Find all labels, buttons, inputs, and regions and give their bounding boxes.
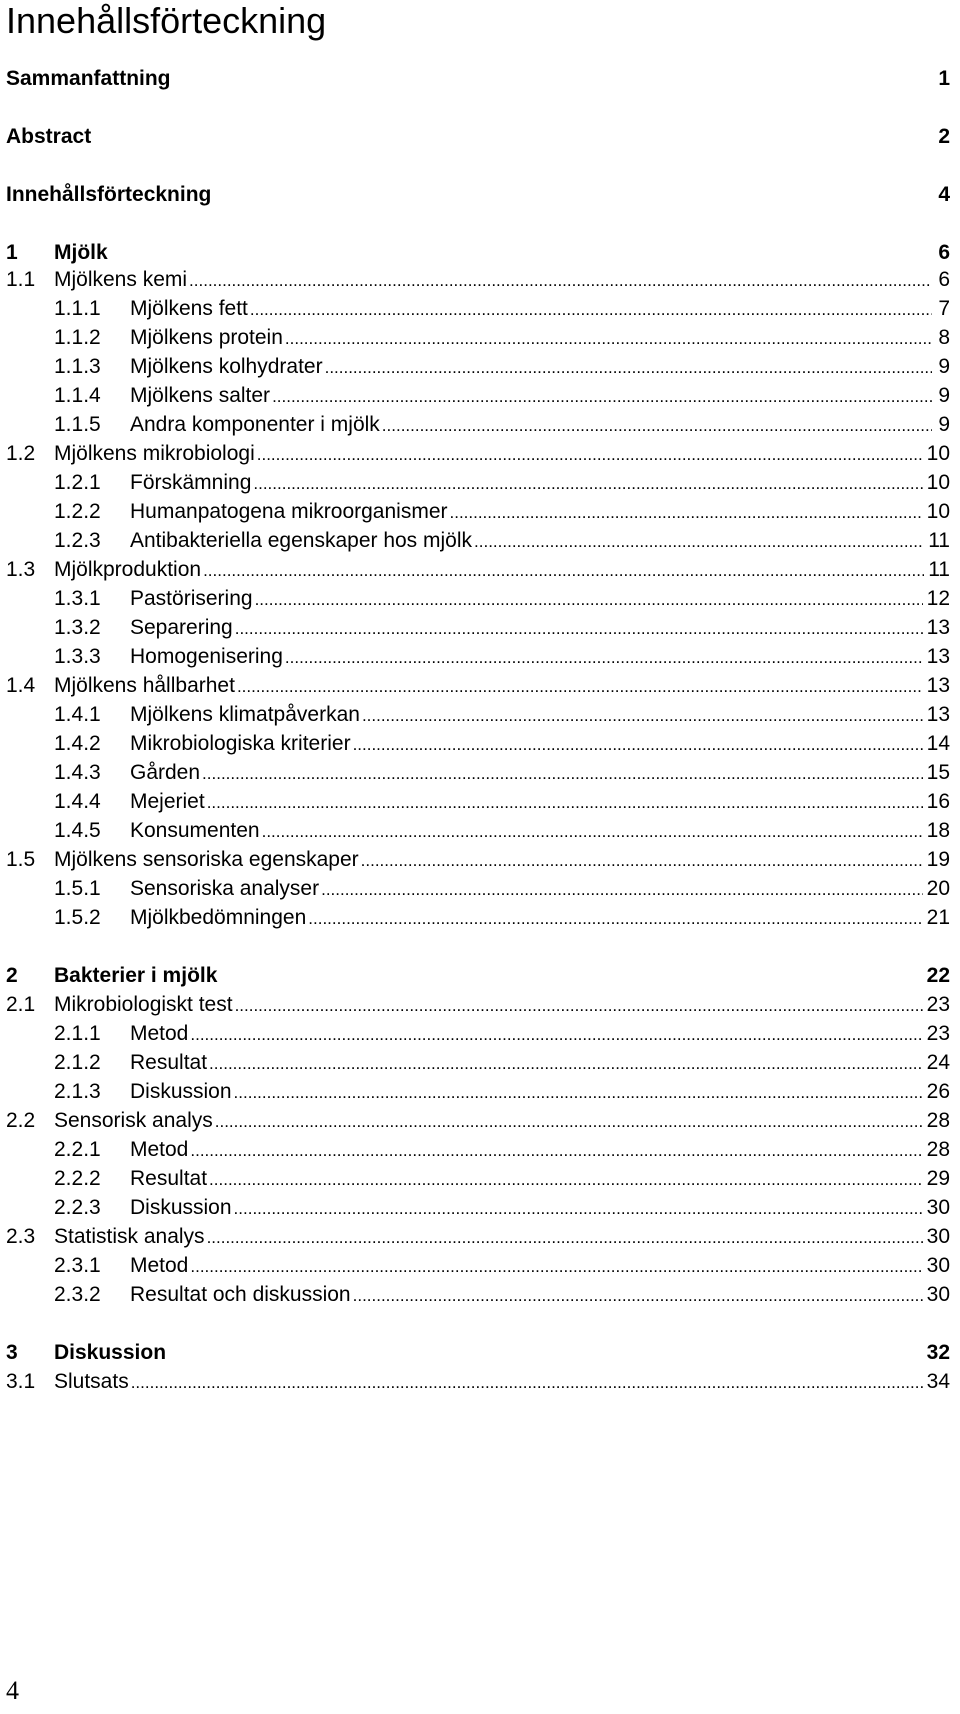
toc-entry[interactable] — [6, 992, 950, 1019]
toc-entry-number: 1.1.2 — [54, 326, 101, 349]
toc-entry-number: 1.1.4 — [54, 384, 101, 407]
toc-entry-number: 1.4.1 — [54, 703, 101, 726]
toc-entry-label: Pastörisering — [130, 587, 253, 610]
toc-entry[interactable] — [54, 789, 950, 816]
page-number: 4 — [6, 1676, 19, 1705]
toc-entry-label: Mikrobiologiskt test — [54, 993, 233, 1016]
toc-entry[interactable] — [6, 1108, 950, 1135]
toc-entry-page: 13 — [926, 645, 950, 668]
toc-entry-page: 11 — [928, 529, 950, 552]
toc-entry-leader-dots — [190, 1254, 922, 1280]
toc-entry-number: 2.1 — [6, 993, 36, 1016]
toc-entry[interactable] — [6, 1369, 950, 1396]
toc-entry-label: Humanpatogena mikroorganismer — [130, 500, 448, 523]
toc-entry-label: Mjölkens protein — [130, 326, 283, 349]
toc-entry-label: Antibakteriella egenskaper hos mjölk — [130, 529, 473, 552]
toc-entry-leader-dots — [361, 848, 923, 874]
toc-entry-leader-dots — [234, 1080, 923, 1106]
toc-entry-page: 13 — [926, 703, 950, 726]
toc-entry-number: 1.4.4 — [54, 790, 101, 813]
toc-entry-leader-dots — [353, 1283, 923, 1309]
toc-entry-page: 14 — [926, 732, 950, 755]
toc-entry[interactable] — [54, 1137, 950, 1164]
toc-entry-page: 24 — [926, 1051, 950, 1074]
toc-entry-number: 2.2 — [6, 1109, 36, 1132]
toc-entry[interactable] — [6, 240, 950, 266]
toc-entry-label: Sammanfattning — [6, 67, 171, 90]
toc-entry-label: Diskussion — [130, 1196, 232, 1219]
toc-entry-label: Resultat och diskussion — [130, 1283, 351, 1306]
toc-entry-page: 10 — [926, 442, 950, 465]
toc-entry-label: Mjölkens hållbarhet — [54, 674, 235, 697]
toc-entry-page: 16 — [926, 790, 950, 813]
toc-entry[interactable] — [54, 1253, 950, 1280]
toc-entry-page: 7 — [938, 297, 950, 320]
toc-entry-page: 26 — [926, 1080, 950, 1103]
toc-entry-page: 8 — [938, 326, 950, 349]
toc-entry-page: 9 — [938, 413, 950, 436]
toc-entry-number: 3.1 — [6, 1370, 36, 1393]
toc-entry[interactable] — [54, 1195, 950, 1222]
toc-entry-label: Mjölkens salter — [130, 384, 271, 407]
toc-entry-number: 1.2.3 — [54, 529, 101, 552]
toc-entry[interactable] — [54, 383, 950, 410]
toc-entry-number: 1.1.5 — [54, 413, 101, 436]
toc-entry-number: 3 — [6, 1341, 18, 1364]
toc-entry-leader-dots — [202, 761, 923, 787]
toc-entry[interactable] — [54, 296, 950, 323]
toc-entry[interactable] — [54, 1050, 950, 1077]
toc-entry-leader-dots — [250, 297, 932, 323]
toc-entry[interactable] — [6, 847, 950, 874]
toc-entry-page: 9 — [938, 384, 950, 407]
toc-entry[interactable] — [54, 1079, 950, 1106]
toc-entry[interactable] — [6, 673, 950, 700]
toc-entry[interactable] — [54, 905, 950, 932]
toc-entry-number: 1.5.2 — [54, 906, 101, 929]
toc-entry-label: Andra komponenter i mjölk — [130, 413, 380, 436]
toc-entry-page: 9 — [938, 355, 950, 378]
toc-entry-leader-dots — [207, 1225, 923, 1251]
toc-entry[interactable] — [6, 557, 950, 584]
toc-entry[interactable] — [6, 267, 950, 294]
toc-entry[interactable] — [6, 182, 950, 208]
toc-entry-leader-dots — [190, 1022, 922, 1048]
toc-entry[interactable] — [54, 615, 950, 642]
toc-entry-label: Statistisk analys — [54, 1225, 205, 1248]
toc-entry-label: Separering — [130, 616, 233, 639]
toc-entry-page: 12 — [926, 587, 950, 610]
toc-entry-label: Gården — [130, 761, 201, 784]
toc-entry-label: Mjölk — [54, 241, 108, 264]
toc-entry-page: 32 — [926, 1341, 950, 1364]
toc-entry-leader-dots — [235, 616, 923, 642]
toc-entry-page: 23 — [926, 1022, 950, 1045]
toc-entry-leader-dots — [308, 906, 922, 932]
toc-entry-leader-dots — [234, 1196, 923, 1222]
toc-entry-number: 1.1.3 — [54, 355, 101, 378]
toc-entry[interactable] — [54, 1021, 950, 1048]
toc-entry-leader-dots — [207, 790, 923, 816]
toc-entry-number: 1.5.1 — [54, 877, 101, 900]
toc-entry-label: Mjölkens sensoriska egenskaper — [54, 848, 359, 871]
toc-entry-page: 29 — [926, 1167, 950, 1190]
page-title: Innehållsförteckning — [6, 0, 327, 41]
toc-entry[interactable] — [54, 760, 950, 787]
toc-entry[interactable] — [6, 66, 950, 92]
toc-entry-leader-dots — [382, 413, 932, 439]
toc-entry-leader-dots — [285, 645, 923, 671]
toc-entry-label: Mikrobiologiska kriterier — [130, 732, 351, 755]
toc-entry-number: 1.1 — [6, 268, 36, 291]
toc-entry-number: 2.1.1 — [54, 1022, 101, 1045]
toc-entry-leader-dots — [321, 877, 923, 903]
toc-entry-page: 10 — [926, 471, 950, 494]
toc-entry-label: Konsumenten — [130, 819, 260, 842]
toc-entry-label: Mjölkens fett — [130, 297, 248, 320]
toc-entry-leader-dots — [189, 268, 932, 294]
toc-entry-page: 34 — [926, 1370, 950, 1393]
toc-entry-label: Diskussion — [54, 1341, 167, 1364]
toc-entry-number: 2.2.2 — [54, 1167, 101, 1190]
toc-entry[interactable] — [54, 354, 950, 381]
toc-entry-page: 2 — [938, 125, 950, 148]
toc-entry-page: 4 — [938, 183, 950, 206]
toc-entry-label: Mjölkens klimatpåverkan — [130, 703, 360, 726]
toc-entry-label: Innehållsförteckning — [6, 183, 212, 206]
toc-entry[interactable] — [54, 470, 950, 497]
toc-entry-label: Mjölkens kolhydrater — [130, 355, 323, 378]
toc-entry-number: 2.3 — [6, 1225, 36, 1248]
toc-entry-leader-dots — [285, 326, 932, 352]
toc-entry-number: 1.3.3 — [54, 645, 101, 668]
toc-entry-number: 2.1.2 — [54, 1051, 101, 1074]
toc-entry-label: Diskussion — [130, 1080, 232, 1103]
toc-entry[interactable] — [54, 1166, 950, 1193]
toc-entry-label: Metod — [130, 1254, 189, 1277]
toc-entry-page: 30 — [926, 1196, 950, 1219]
toc-entry-leader-dots — [203, 558, 924, 584]
toc-entry-number: 1.1.1 — [54, 297, 101, 320]
toc-entry[interactable] — [54, 702, 950, 729]
toc-entry-label: Resultat — [130, 1051, 208, 1074]
toc-entry[interactable] — [6, 124, 950, 150]
toc-entry-page: 13 — [926, 674, 950, 697]
toc-entry-label: Förskämning — [130, 471, 252, 494]
toc-entry-page: 21 — [926, 906, 950, 929]
toc-entry-number: 1.3 — [6, 558, 36, 581]
toc-entry-page: 30 — [926, 1254, 950, 1277]
toc-entry-leader-dots — [209, 1051, 923, 1077]
toc-entry-number: 1.4.2 — [54, 732, 101, 755]
toc-entry-leader-dots — [209, 1167, 923, 1193]
toc-entry-leader-dots — [262, 819, 923, 845]
toc-entry-number: 1.2.1 — [54, 471, 101, 494]
toc-entry-leader-dots — [257, 442, 923, 468]
toc-entry[interactable] — [54, 586, 950, 613]
toc-entry-page: 28 — [926, 1138, 950, 1161]
toc-entry-page: 19 — [926, 848, 950, 871]
toc-entry-number: 1.4 — [6, 674, 36, 697]
toc-entry-number: 2.3.1 — [54, 1254, 101, 1277]
toc-entry-label: Bakterier i mjölk — [54, 964, 218, 987]
toc-entry-leader-dots — [253, 471, 922, 497]
toc-entry-leader-dots — [325, 355, 932, 381]
toc-entry-number: 2.1.3 — [54, 1080, 101, 1103]
toc-entry[interactable] — [54, 499, 950, 526]
toc-entry-page: 6 — [938, 268, 950, 291]
toc-entry-leader-dots — [190, 1138, 922, 1164]
toc-entry-page: 30 — [926, 1283, 950, 1306]
toc-entry-page: 28 — [926, 1109, 950, 1132]
toc-entry-page: 30 — [926, 1225, 950, 1248]
toc-entry-leader-dots — [237, 674, 923, 700]
toc-entry[interactable] — [54, 528, 950, 555]
toc-entry[interactable] — [54, 1282, 950, 1309]
toc-entry-label: Mjölkens mikrobiologi — [54, 442, 255, 465]
toc-entry-number: 2.2.1 — [54, 1138, 101, 1161]
toc-entry-label: Sensoriska analyser — [130, 877, 320, 900]
toc-entry-leader-dots — [255, 587, 923, 613]
toc-entry[interactable] — [54, 412, 950, 439]
toc-entry[interactable] — [54, 731, 950, 758]
toc-entry-number: 1.3.2 — [54, 616, 101, 639]
toc-entry-number: 2 — [6, 964, 18, 987]
toc-entry-page: 18 — [926, 819, 950, 842]
toc-entry-number: 1.4.3 — [54, 761, 101, 784]
toc-entry-number: 1.3.1 — [54, 587, 101, 610]
toc-entry-number: 1.2 — [6, 442, 36, 465]
toc-entry-label: Resultat — [130, 1167, 208, 1190]
toc-entry-label: Mjölkbedömningen — [130, 906, 307, 929]
toc-entry-label: Mjölkproduktion — [54, 558, 202, 581]
toc-entry-label: Slutsats — [54, 1370, 129, 1393]
toc-entry[interactable] — [54, 876, 950, 903]
toc-entry-label: Metod — [130, 1022, 189, 1045]
toc-entry[interactable] — [6, 1224, 950, 1251]
toc-entry-leader-dots — [131, 1370, 923, 1396]
toc-entry-number: 1.5 — [6, 848, 36, 871]
toc-entry-leader-dots — [353, 732, 923, 758]
toc-entry[interactable] — [54, 644, 950, 671]
toc-entry-number: 1.4.5 — [54, 819, 101, 842]
toc-entry[interactable] — [6, 441, 950, 468]
toc-entry-page: 1 — [938, 67, 950, 90]
toc-entry-leader-dots — [272, 384, 932, 410]
toc-entry[interactable] — [54, 818, 950, 845]
toc-entry-page: 15 — [926, 761, 950, 784]
toc-entry-label: Mjölkens kemi — [54, 268, 188, 291]
toc-entry-leader-dots — [215, 1109, 923, 1135]
toc-entry-label: Mejeriet — [130, 790, 205, 813]
toc-entry-page: 13 — [926, 616, 950, 639]
toc-entry-label: Homogenisering — [130, 645, 283, 668]
toc-entry-label: Abstract — [6, 125, 92, 148]
toc-entry-page: 23 — [926, 993, 950, 1016]
toc-entry-number: 2.3.2 — [54, 1283, 101, 1306]
toc-entry-leader-dots — [362, 703, 923, 729]
toc-entry-page: 11 — [928, 558, 950, 581]
toc-entry-leader-dots — [450, 500, 923, 526]
toc-entry-label: Metod — [130, 1138, 189, 1161]
toc-entry-number: 1.2.2 — [54, 500, 101, 523]
toc-entry-leader-dots — [235, 993, 923, 1019]
toc-entry-page: 22 — [926, 964, 950, 987]
toc-entry-number: 1 — [6, 241, 18, 264]
toc-entry-number: 2.2.3 — [54, 1196, 101, 1219]
toc-entry-page: 10 — [926, 500, 950, 523]
toc-entry[interactable] — [6, 1340, 950, 1366]
toc-entry[interactable] — [54, 325, 950, 352]
toc-entry-label: Sensorisk analys — [54, 1109, 213, 1132]
toc-entry-page: 6 — [938, 241, 950, 264]
toc-entry-page: 20 — [926, 877, 950, 900]
toc-entry[interactable] — [6, 963, 950, 989]
toc-entry-leader-dots — [474, 529, 924, 555]
